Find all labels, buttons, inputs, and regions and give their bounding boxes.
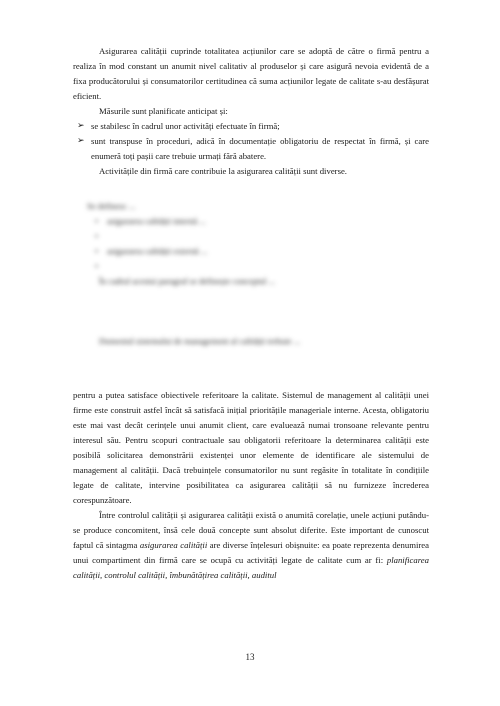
paragraph-5-part-2: are diverse înțelesuri obișnuite: ea poate reprezenta denumirea unui compartiment din firmă care se ocupă cu activități legate de calitate cum ar fi: — [73, 540, 429, 565]
paragraph-3: Activitățile din firmă care contribuie la asigurarea calității sunt diverse. — [99, 166, 347, 176]
blurred-filler-2 — [73, 304, 429, 319]
blurred-intro: Se definesc ... — [87, 201, 136, 211]
paragraph-4: pentru a putea satisface obiectivele referitoare la calitate. Sistemul de management al calității unei firme este construit astfel încât să satisfacă inițial prioritățile manageriale interne. Acesta, obligatoriu este mai vast decât cerințele unui anumit client, care evaluează numai tronsoane relevante pentru interesul său. Pentru scopuri contractuale sau obligatorii referitoare la determinarea calității este posibilă solicitarea demonstrării existenței unor elemente de identificare ale sistemului de management al calității. Dacă trebuințele consumatorilor nu sunt regăsite în totalitate în condițiile legate de calitate, intervine posibilitatea ca asigurarea calității să nu furnizeze încrederea corespunzătoare. — [73, 390, 429, 505]
text-block-top — [73, 44, 429, 179]
bullet-text-1: se stabilesc în cadrul unor activități efectuate în firmă; — [91, 121, 280, 131]
paragraph-5-emphasis-2: planificarea calității, controlul calității, îmbunătățirea calității, auditul — [73, 555, 429, 580]
paragraph-1: Asigurarea calității cuprinde totalitatea acțiunilor care se adoptă de către o firmă pentru a realiza în mod constant un anumit nivel calitativ al produselor și care asigură nevoia evidentă de a fixa producătorului și consumatorilor certitudinea că suma acțiunilor legate de calitate s-au desfășurat eficient. — [73, 46, 429, 101]
bullet-list — [73, 119, 429, 164]
bullet-item-2 — [73, 134, 429, 164]
blurred-item-2-cont — [73, 259, 429, 274]
blurred-item-2: • asigurarea calității externă ... — [73, 244, 429, 259]
arrow-bullet-icon: ➢ — [77, 136, 85, 146]
paragraph-5-emphasis-1: asigurarea calității — [139, 540, 208, 550]
blurred-filler-1 — [73, 289, 429, 304]
blurred-filler-3 — [73, 319, 429, 334]
bullet-item-1 — [73, 119, 429, 134]
paragraph-5 — [73, 508, 429, 583]
page-number: 13 — [245, 652, 255, 662]
arrow-bullet-icon: ➢ — [77, 121, 85, 131]
text-block-bottom — [73, 388, 429, 583]
blurred-preview-section — [73, 199, 429, 349]
paragraph-2: Măsurile sunt planificate anticipat și: — [99, 106, 228, 116]
blurred-paragraph-b: Domeniul sistemului de management al calității trebuie ... — [99, 336, 301, 346]
paragraph-5-part-1: Între controlul calității și asigurarea calității există o anumită corelație, unele acțiuni putându-se produce concomitent, însă cele două concepte sunt absolut diferite. Este important de cunoscut faptul că sintagma — [73, 510, 429, 550]
bullet-text-2: sunt transpuse în proceduri, adică în documentație obligatoriu de respectat în firmă, și care enumeră toți pașii care trebuie urmați fără abatere. — [91, 136, 429, 161]
blurred-paragraph-a: În cadrul acestui paragraf se definește conceptul ... — [99, 276, 276, 286]
blurred-item-1: • asigurarea calității internă ... — [73, 214, 429, 229]
blurred-item-1-cont — [73, 229, 429, 244]
